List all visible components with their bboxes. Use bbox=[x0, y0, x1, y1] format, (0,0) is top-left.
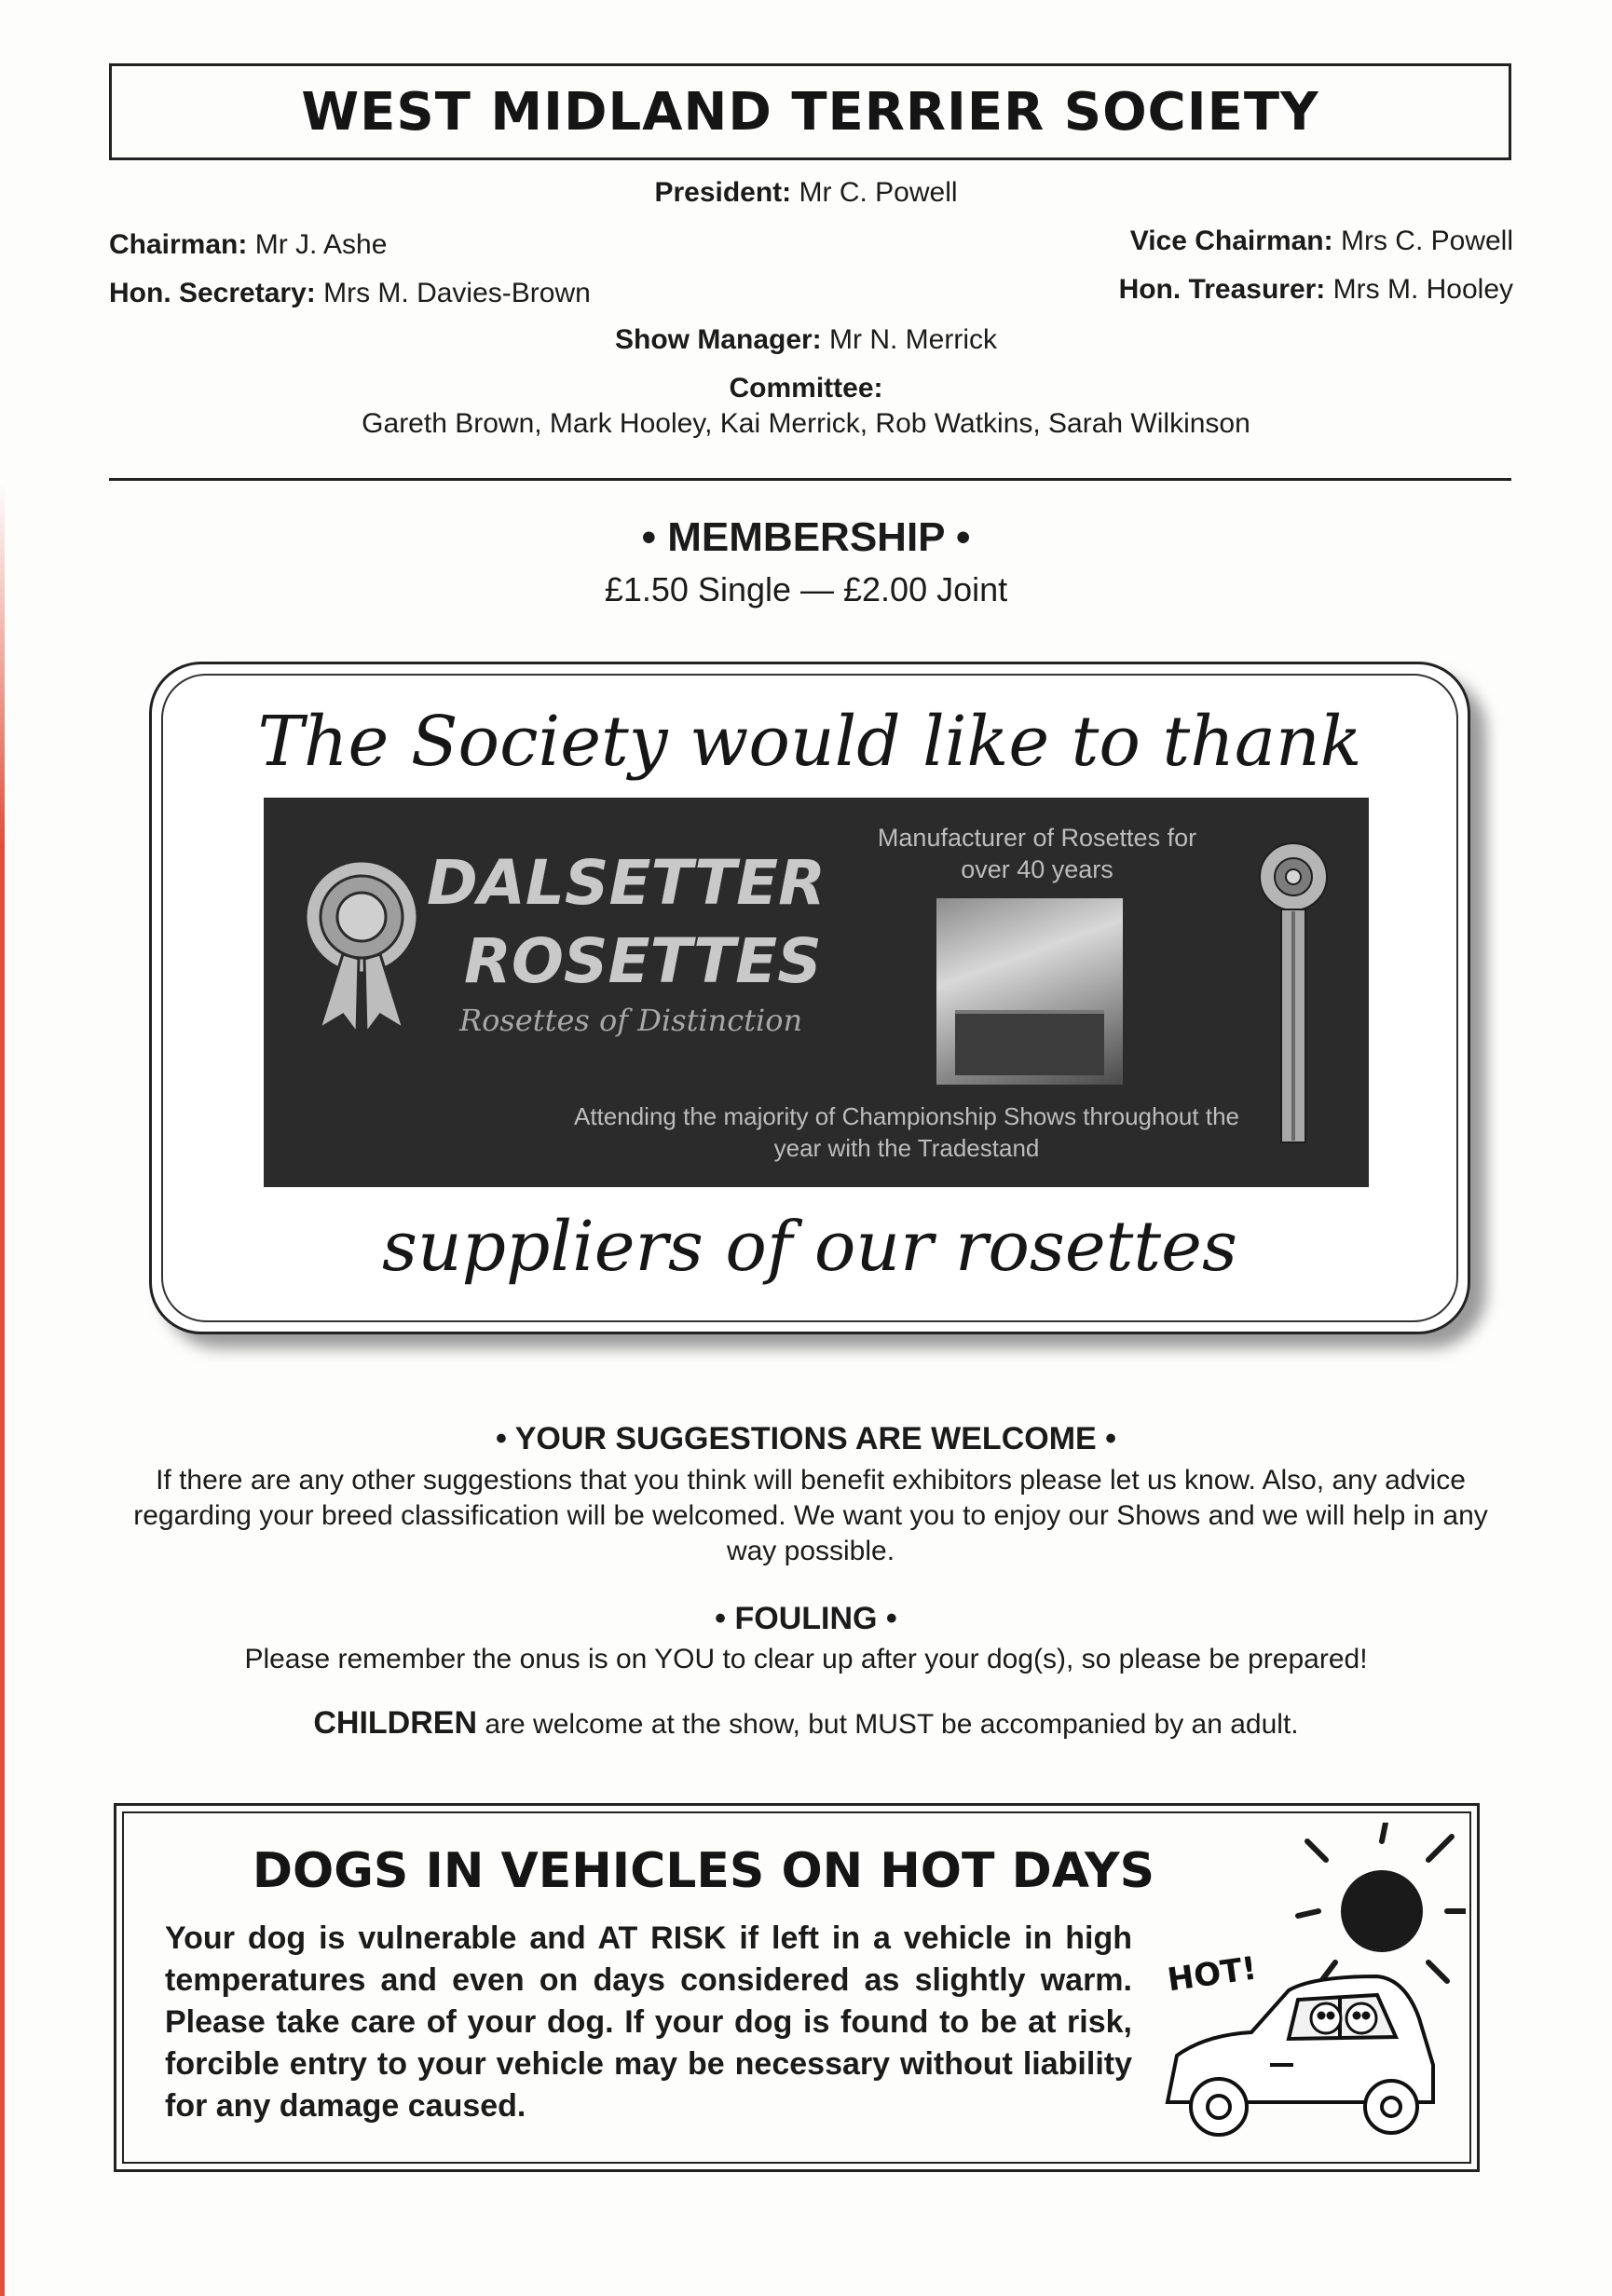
sponsor-thanks-box bbox=[149, 662, 1470, 1334]
show-manager-line bbox=[0, 324, 1612, 356]
children-label: CHILDREN bbox=[313, 1705, 478, 1741]
hon-treasurer-label: Hon. Treasurer: bbox=[1118, 274, 1326, 305]
chairman-label: Chairman: bbox=[109, 229, 248, 260]
vice-chairman-line bbox=[1130, 226, 1513, 257]
thanks-heading: The Society would like to thank bbox=[257, 702, 1362, 782]
committee-names: Gareth Brown, Mark Hooley, Kai Merrick, Rob Watkins, Sarah Wilkinson bbox=[362, 408, 1250, 439]
brand-line-1: DALSETTER bbox=[427, 847, 826, 919]
membership-heading: • MEMBERSHIP • bbox=[641, 514, 971, 560]
hon-secretary-line bbox=[109, 278, 591, 309]
hot-days-warning-box bbox=[114, 1803, 1480, 2172]
fouling-heading: • FOULING • bbox=[715, 1601, 897, 1636]
manufacturer-text bbox=[841, 822, 1233, 885]
hon-treasurer-line bbox=[1119, 274, 1513, 306]
vice-chairman-name: Mrs C. Powell bbox=[1340, 226, 1513, 256]
chairman-name: Mr J. Ashe bbox=[254, 229, 388, 260]
suggestions-body: If there are any other suggestions that you think will benefit exhibitors please let us know. Also, any advice regarding your breed classification will be welcomed. We want you to enjoy our Shows and we will help in any way possible. bbox=[133, 1465, 1488, 1566]
committee-label: Committee: bbox=[729, 373, 883, 403]
president-name: Mr C. Powell bbox=[799, 177, 958, 208]
manufacturer-line-1: Manufacturer of Rosettes for bbox=[877, 824, 1197, 852]
hot-days-body: Your dog is vulnerable and AT RISK if left in a vehicle in high temperatures and even on days considered as slightly warm. Please take care of your dog. If your dog is found to be at risk, forcible entry to your vehicle may be necessary without liability for any damage caused. bbox=[165, 1920, 1132, 2124]
page-title: WEST MIDLAND TERRIER SOCIETY bbox=[301, 81, 1319, 143]
children-body: are welcome at the show, but MUST be accompanied by an adult. bbox=[485, 1709, 1299, 1740]
membership-price: £1.50 Single — £2.00 Joint bbox=[604, 570, 1008, 608]
sponsor-advert bbox=[264, 798, 1369, 1187]
sponsor-tagline: Rosettes of Distinction bbox=[459, 1003, 803, 1038]
hon-secretary-label: Hon. Secretary: bbox=[109, 278, 316, 308]
section-divider bbox=[109, 478, 1511, 481]
thanks-subheading: suppliers of our rosettes bbox=[382, 1207, 1237, 1287]
attending-text bbox=[525, 1100, 1289, 1164]
attending-line-1: Attending the majority of Championship Shows throughout the bbox=[574, 1102, 1239, 1130]
hon-secretary-name: Mrs M. Davies-Brown bbox=[323, 278, 591, 308]
sponsor-brand bbox=[427, 844, 826, 1001]
car-icon bbox=[1168, 1976, 1433, 2135]
show-manager-label: Show Manager: bbox=[614, 324, 822, 355]
hot-sign-text: HOT! bbox=[1165, 1949, 1260, 2000]
page-edge-mark bbox=[0, 485, 5, 2296]
president-line bbox=[0, 177, 1612, 209]
committee-label-line bbox=[0, 373, 1612, 404]
chairman-line bbox=[109, 229, 387, 261]
hot-days-title: DOGS IN VEHICLES ON HOT DAYS bbox=[252, 1843, 1155, 1899]
president-label: President: bbox=[654, 177, 792, 208]
hon-treasurer-name: Mrs M. Hooley bbox=[1332, 274, 1513, 305]
hot-car-illustration bbox=[1149, 1823, 1466, 2158]
suggestions-heading: • YOUR SUGGESTIONS ARE WELCOME • bbox=[495, 1421, 1117, 1456]
rosette-icon bbox=[301, 852, 422, 1038]
brand-line-2: ROSETTES bbox=[464, 925, 822, 997]
tradestand-van bbox=[955, 1010, 1104, 1075]
manufacturer-line-2: over 40 years bbox=[961, 855, 1113, 883]
fouling-body: Please remember the onus is on YOU to clear up after your dog(s), so please be prepared! bbox=[244, 1644, 1368, 1674]
show-manager-name: Mr N. Merrick bbox=[829, 324, 998, 355]
children-notice bbox=[0, 1705, 1612, 1742]
vice-chairman-label: Vice Chairman: bbox=[1129, 226, 1333, 256]
sun-icon bbox=[1298, 1823, 1466, 1981]
tradestand-photo bbox=[936, 898, 1123, 1085]
attending-line-2: year with the Tradestand bbox=[773, 1134, 1040, 1162]
header-title-box bbox=[109, 63, 1511, 160]
